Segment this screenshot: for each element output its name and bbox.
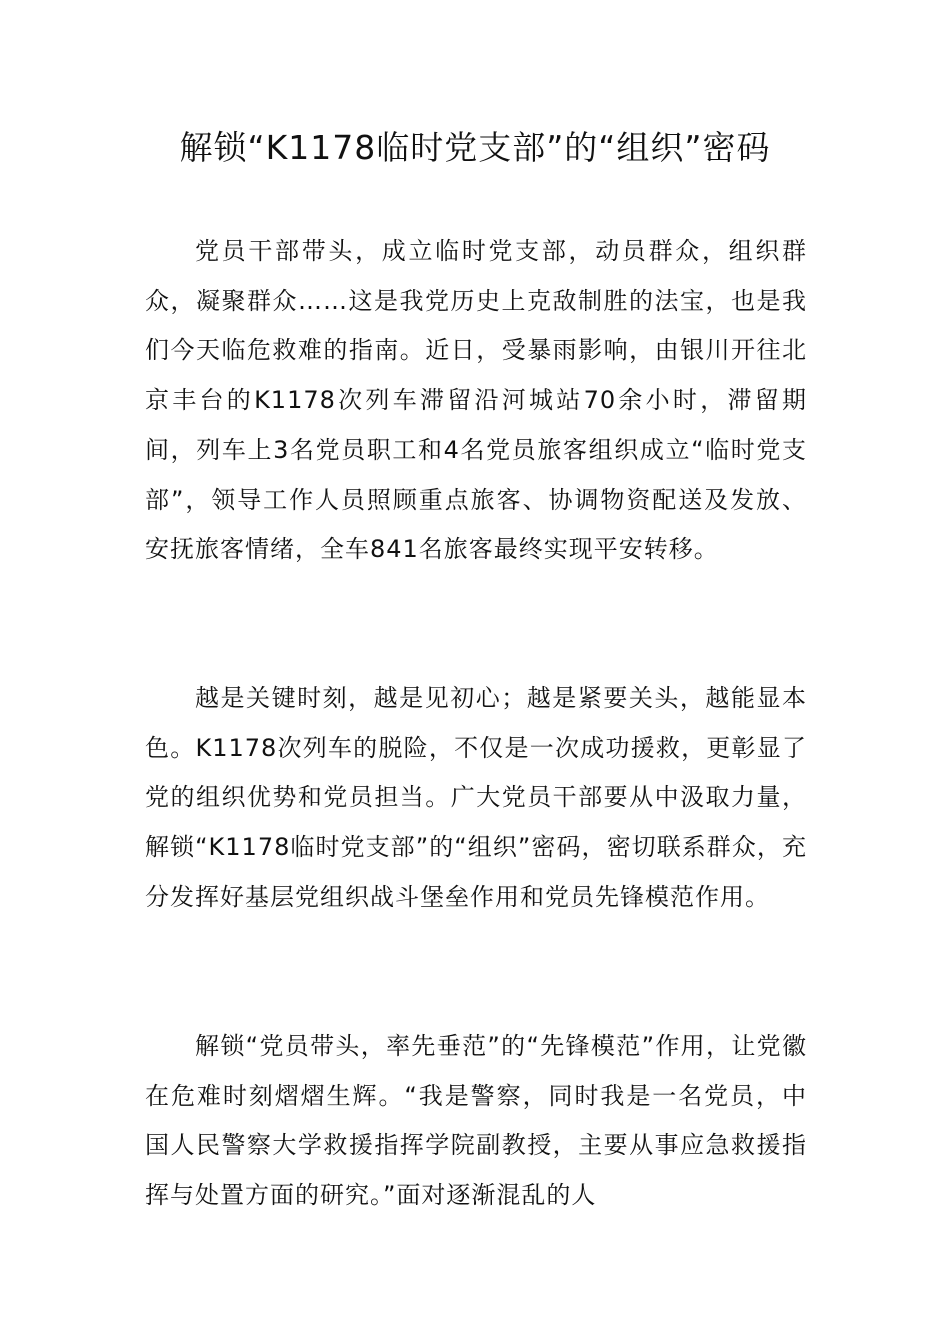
document-title: 解锁“K1178临时党支部”的“组织”密码 <box>179 128 771 167</box>
paragraph-3: 解锁“党员带头，率先垂范”的“先锋模范”作用，让党徽在危难时刻熠熠生辉。“我是警察，同时我是一名党员，中国人民警察大学救援指挥学院副教授，主要从事应急救援指挥与处置方面的研究。”面对逐渐混乱的人 <box>145 1032 807 1210</box>
paragraph-1: 党员干部带头，成立临时党支部，动员群众，组织群众，凝聚群众……这是我党历史上克敌制胜的法宝，也是我们今天临危救难的指南。近日，受暴雨影响，由银川开往北京丰台的K1178次列车滞留沿河城站70余小时，滞留期间，列车上3名党员职工和4名党员旅客组织成立“临时党支部”，领导工作人员照顾重点旅客、协调物资配送及发放、安抚旅客情绪，全车841名旅客最终实现平安转移。 <box>145 237 807 564</box>
paragraph-2: 越是关键时刻，越是见初心；越是紧要关头，越能显本色。K1178次列车的脱险，不仅是一次成功援救，更彰显了党的组织优势和党员担当。广大党员干部要从中汲取力量，解锁“K1178临时党支部”的“组织”密码，密切联系群众，充分发挥好基层党组织战斗堡垒作用和党员先锋模范作用。 <box>145 684 807 911</box>
